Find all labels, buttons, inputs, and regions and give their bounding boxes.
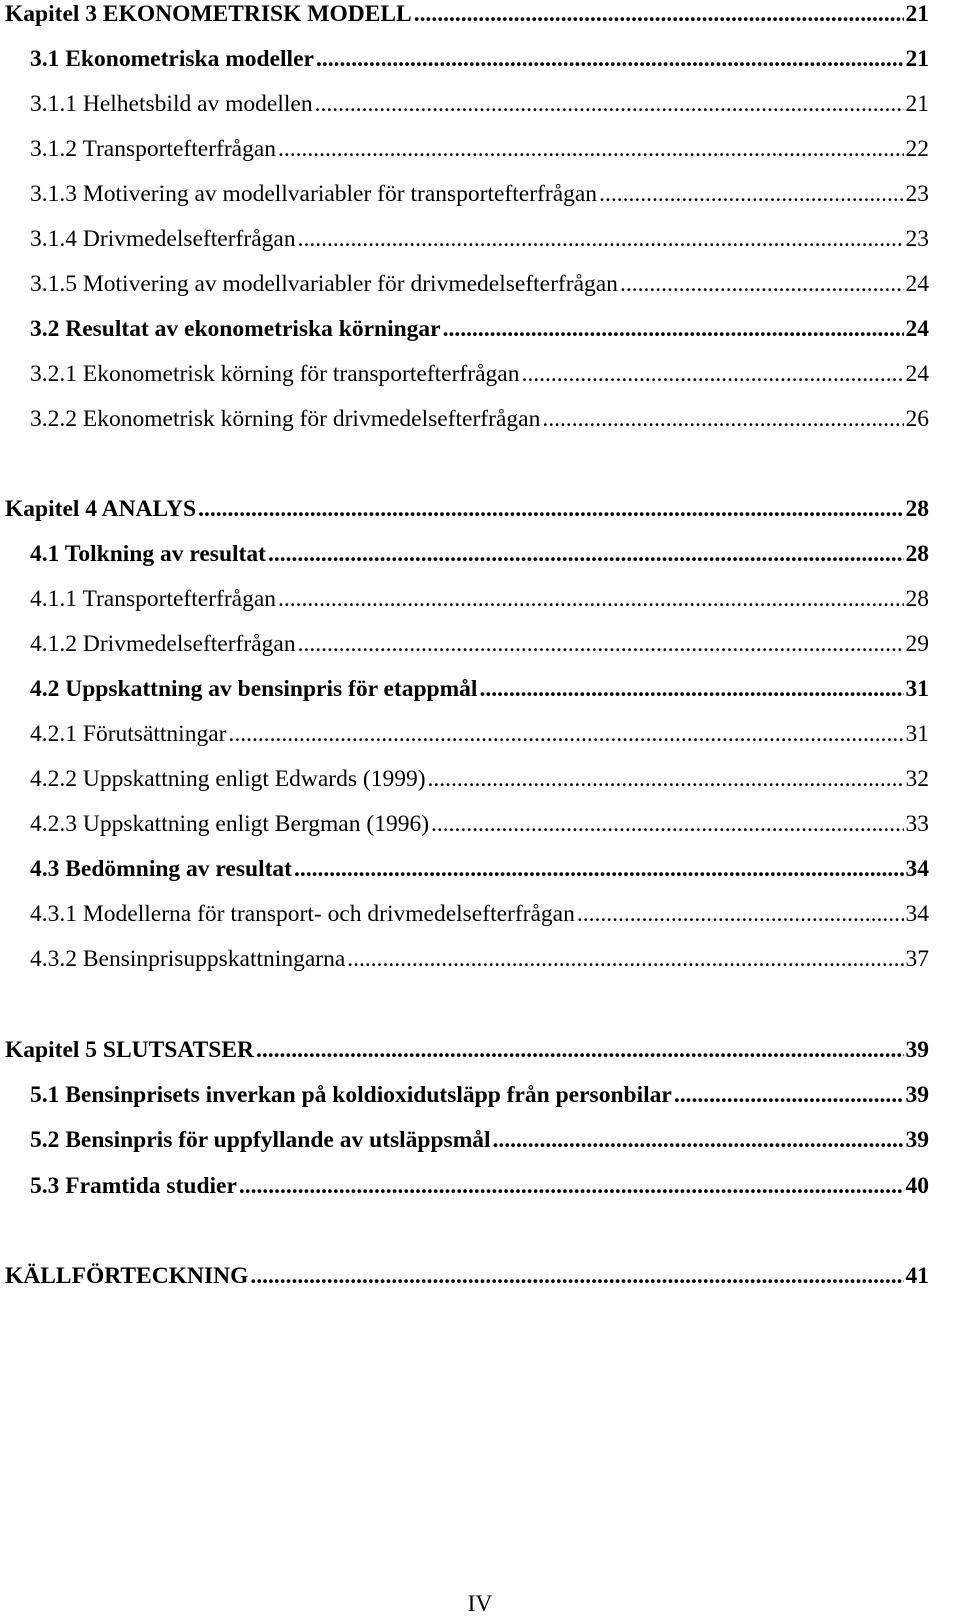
toc-entry-label: KÄLLFÖRTECKNING <box>5 1263 249 1289</box>
toc-entry-label: 3.1 Ekonometriska modeller <box>30 46 314 72</box>
toc-entry <box>30 630 929 658</box>
toc-dot-leader <box>493 1126 904 1154</box>
toc-entry-label: 4.3.2 Bensinprisuppskattningarna <box>30 946 346 972</box>
toc-dot-leader <box>431 810 903 838</box>
toc-entry <box>30 90 929 118</box>
toc-entry-page: 28 <box>905 496 929 522</box>
toc-entry <box>30 405 929 433</box>
toc-entry-label: 3.1.5 Motivering av modellvariabler för drivmedelsefterfrågan <box>30 271 618 297</box>
toc-entry-page: 39 <box>905 1037 929 1063</box>
toc-entry-page: 28 <box>905 586 929 612</box>
toc-entry-label: 3.1.3 Motivering av modellvariabler för transportefterfrågan <box>30 181 598 207</box>
page-number: IV <box>467 1591 493 1617</box>
toc-dot-leader <box>315 90 904 118</box>
toc-entry <box>30 810 929 838</box>
toc-entry <box>30 945 929 973</box>
toc-dot-leader <box>443 315 904 343</box>
toc-entry-label: 3.2 Resultat av ekonometriska körningar <box>30 316 441 342</box>
toc-entry-label: 4.3.1 Modellerna för transport- och drivmedelsefterfrågan <box>30 901 575 927</box>
toc-dot-leader <box>674 1081 904 1109</box>
toc-entry-page: 21 <box>905 1 929 27</box>
toc-entry-page: 24 <box>905 361 929 387</box>
toc-entry <box>30 135 929 163</box>
toc-entry <box>30 1126 929 1154</box>
toc-entry <box>30 45 929 73</box>
toc-entry <box>30 360 929 388</box>
toc-entry-page: 32 <box>905 766 929 792</box>
toc-entry-label: 3.1.4 Drivmedelsefterfrågan <box>30 226 296 252</box>
toc-entry <box>5 1036 929 1064</box>
toc-entry-label: 4.2 Uppskattning av bensinpris för etappmål <box>30 676 478 702</box>
toc-entry-page: 21 <box>905 91 929 117</box>
toc-entry-label: 4.3 Bedömning av resultat <box>30 856 292 882</box>
toc-entry-label: 4.2.2 Uppskattning enligt Edwards (1999) <box>30 766 426 792</box>
toc-dot-leader <box>228 720 903 748</box>
toc-entry-label: Kapitel 5 SLUTSATSER <box>5 1037 254 1063</box>
toc-entry <box>30 1081 929 1109</box>
toc-entry <box>30 1172 929 1200</box>
toc-entry-label: 5.3 Framtida studier <box>30 1173 237 1199</box>
toc-dot-leader <box>347 945 903 973</box>
toc-entry-label: 4.1 Tolkning av resultat <box>30 541 266 567</box>
toc-entry-label: 3.1.1 Helhetsbild av modellen <box>30 91 313 117</box>
toc-dot-leader <box>599 180 903 208</box>
toc-entry-page: 21 <box>905 46 929 72</box>
toc-entry-label: 4.2.1 Förutsättningar <box>30 721 227 747</box>
toc-dot-leader <box>268 540 904 568</box>
toc-entry-page: 33 <box>905 811 929 837</box>
toc-entry-label: 4.1.2 Drivmedelsefterfrågan <box>30 631 296 657</box>
toc-dot-leader <box>278 585 903 613</box>
toc-entry-page: 24 <box>905 316 929 342</box>
toc-dot-leader <box>239 1172 904 1200</box>
toc-entry-page: 29 <box>905 631 929 657</box>
toc-dot-leader <box>479 675 903 703</box>
toc-dot-leader <box>198 495 903 523</box>
toc-entry-page: 40 <box>905 1173 929 1199</box>
toc-entry-label: 5.2 Bensinpris för uppfyllande av utsläppsmål <box>30 1127 491 1153</box>
toc-entry <box>30 900 929 928</box>
toc-entry-page: 31 <box>905 676 929 702</box>
toc-dot-leader <box>316 45 904 73</box>
toc-entry-label: 5.1 Bensinprisets inverkan på koldioxidutsläpp från personbilar <box>30 1082 672 1108</box>
toc-entry-page: 41 <box>905 1263 929 1289</box>
toc-entry <box>5 0 929 28</box>
toc-entry <box>30 855 929 883</box>
toc-entry <box>5 495 929 523</box>
toc-entry-label: 3.1.2 Transportefterfrågan <box>30 136 277 162</box>
toc-entry <box>30 675 929 703</box>
toc-entry <box>30 180 929 208</box>
toc-entry-page: 23 <box>905 226 929 252</box>
toc-entry-label: 3.2.2 Ekonometrisk körning för drivmedelsefterfrågan <box>30 406 541 432</box>
toc-dot-leader <box>428 765 904 793</box>
toc-entry <box>30 270 929 298</box>
toc-entry-page: 34 <box>905 901 929 927</box>
toc-dot-leader <box>414 0 904 28</box>
toc-entry <box>30 765 929 793</box>
toc-dot-leader <box>577 900 904 928</box>
toc-entry-label: 3.2.1 Ekonometrisk körning för transportefterfrågan <box>30 361 520 387</box>
toc-entry <box>30 720 929 748</box>
toc-entry-page: 26 <box>905 406 929 432</box>
toc-dot-leader <box>298 630 904 658</box>
toc-entry-label: 4.2.3 Uppskattning enligt Bergman (1996) <box>30 811 430 837</box>
toc-dot-leader <box>278 135 903 163</box>
toc-dot-leader <box>250 1262 903 1290</box>
toc-dot-leader <box>298 225 904 253</box>
toc-entry-page: 24 <box>905 271 929 297</box>
toc-entry-page: 34 <box>905 856 929 882</box>
toc-entry <box>30 540 929 568</box>
toc-dot-leader <box>542 405 903 433</box>
toc-entry-page: 37 <box>905 946 929 972</box>
toc-entry-page: 39 <box>905 1082 929 1108</box>
toc-entry-page: 31 <box>905 721 929 747</box>
toc-entry-label: Kapitel 3 EKONOMETRISK MODELL <box>5 1 412 27</box>
toc-entry-label: 4.1.1 Transportefterfrågan <box>30 586 277 612</box>
toc-entry <box>5 1262 929 1290</box>
toc-entry-page: 22 <box>905 136 929 162</box>
toc-entry <box>30 225 929 253</box>
toc-entry-page: 23 <box>905 181 929 207</box>
toc-entry <box>30 585 929 613</box>
toc-dot-leader <box>620 270 904 298</box>
toc-dot-leader <box>521 360 903 388</box>
toc-dot-leader <box>294 855 904 883</box>
toc-entry-page: 39 <box>905 1127 929 1153</box>
toc-entry <box>30 315 929 343</box>
toc-dot-leader <box>256 1036 904 1064</box>
toc-entry-label: Kapitel 4 ANALYS <box>5 496 197 522</box>
toc-entry-page: 28 <box>905 541 929 567</box>
